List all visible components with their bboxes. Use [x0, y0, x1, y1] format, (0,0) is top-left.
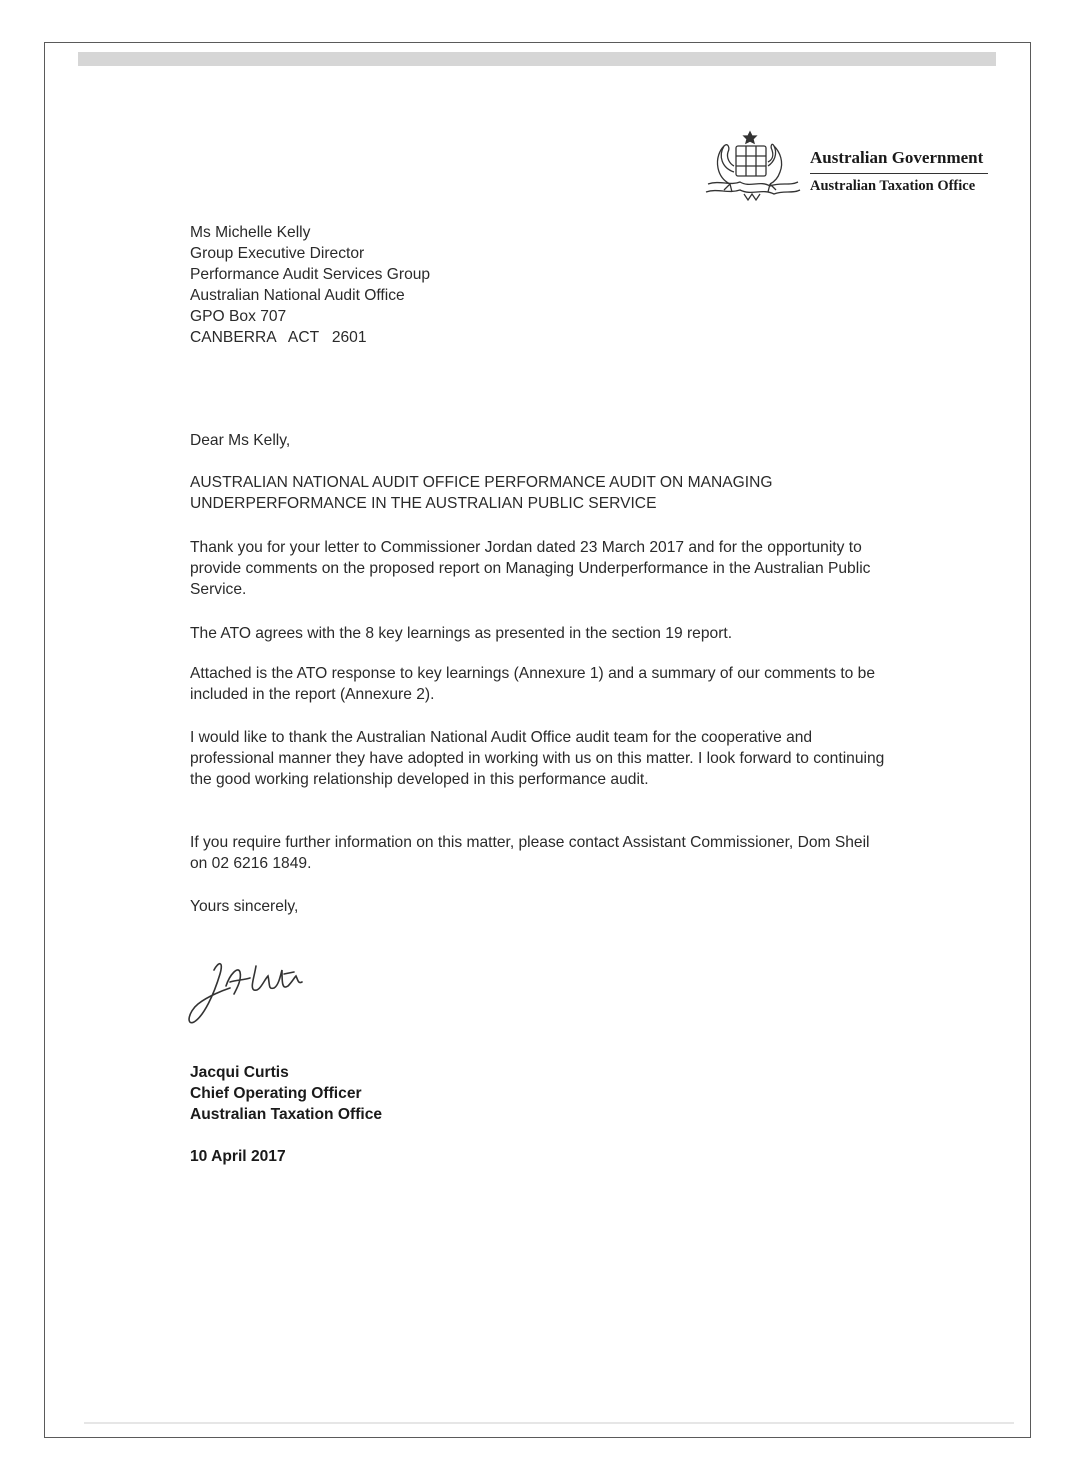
government-name: Australian Government: [810, 148, 984, 167]
coat-of-arms-icon: [700, 128, 804, 204]
salutation: Dear Ms Kelly,: [190, 432, 291, 449]
paragraph: Attached is the ATO response to key learnings (Annexure 1) and a summary of our comments to be included in the report (Annexure 2).: [190, 665, 876, 703]
agency-name: Australian Taxation Office: [810, 178, 976, 194]
signature-image: [184, 950, 344, 1030]
recipient-city: CANBERRA ACT 2601: [190, 329, 367, 346]
paragraph: The ATO agrees with the 8 key learnings as presented in the section 19 report.: [190, 625, 733, 642]
scan-header-bar: [78, 52, 996, 66]
recipient-title: Group Executive Director: [190, 245, 365, 262]
recipient-address: [190, 222, 430, 348]
signatory-office: Australian Taxation Office: [190, 1106, 383, 1123]
paragraph: If you require further information on this matter, please contact Assistant Commissioner, Dom Sheil on 02 6216 1849.: [190, 834, 870, 872]
recipient-name: Ms Michelle Kelly: [190, 224, 311, 241]
recipient-box: GPO Box 707: [190, 308, 287, 325]
recipient-group: Performance Audit Services Group: [190, 266, 431, 283]
signatory-title: Chief Operating Officer: [190, 1085, 362, 1102]
paragraph: I would like to thank the Australian National Audit Office audit team for the cooperative and professional manner they have adopted in working with us on this matter. I look forward to continuing the good working relationship developed in this performance audit.: [190, 729, 885, 788]
letterhead: [810, 148, 988, 195]
scan-footer-line: [84, 1422, 1014, 1424]
letterhead-divider: [810, 173, 988, 174]
recipient-office: Australian National Audit Office: [190, 287, 405, 304]
paragraph: Thank you for your letter to Commissioner Jordan dated 23 March 2017 and for the opportunity to provide comments on the proposed report on Managing Underperformance in the Australian Public Service.: [190, 539, 871, 598]
signatory-block: [190, 1062, 382, 1125]
letter-date: 10 April 2017: [190, 1148, 286, 1165]
closing: Yours sincerely,: [190, 898, 299, 915]
letter-heading: AUSTRALIAN NATIONAL AUDIT OFFICE PERFORMANCE AUDIT ON MANAGING UNDERPERFORMANCE IN THE AUSTRALIAN PUBLIC SERVICE: [190, 474, 773, 512]
signatory-name: Jacqui Curtis: [190, 1064, 289, 1081]
